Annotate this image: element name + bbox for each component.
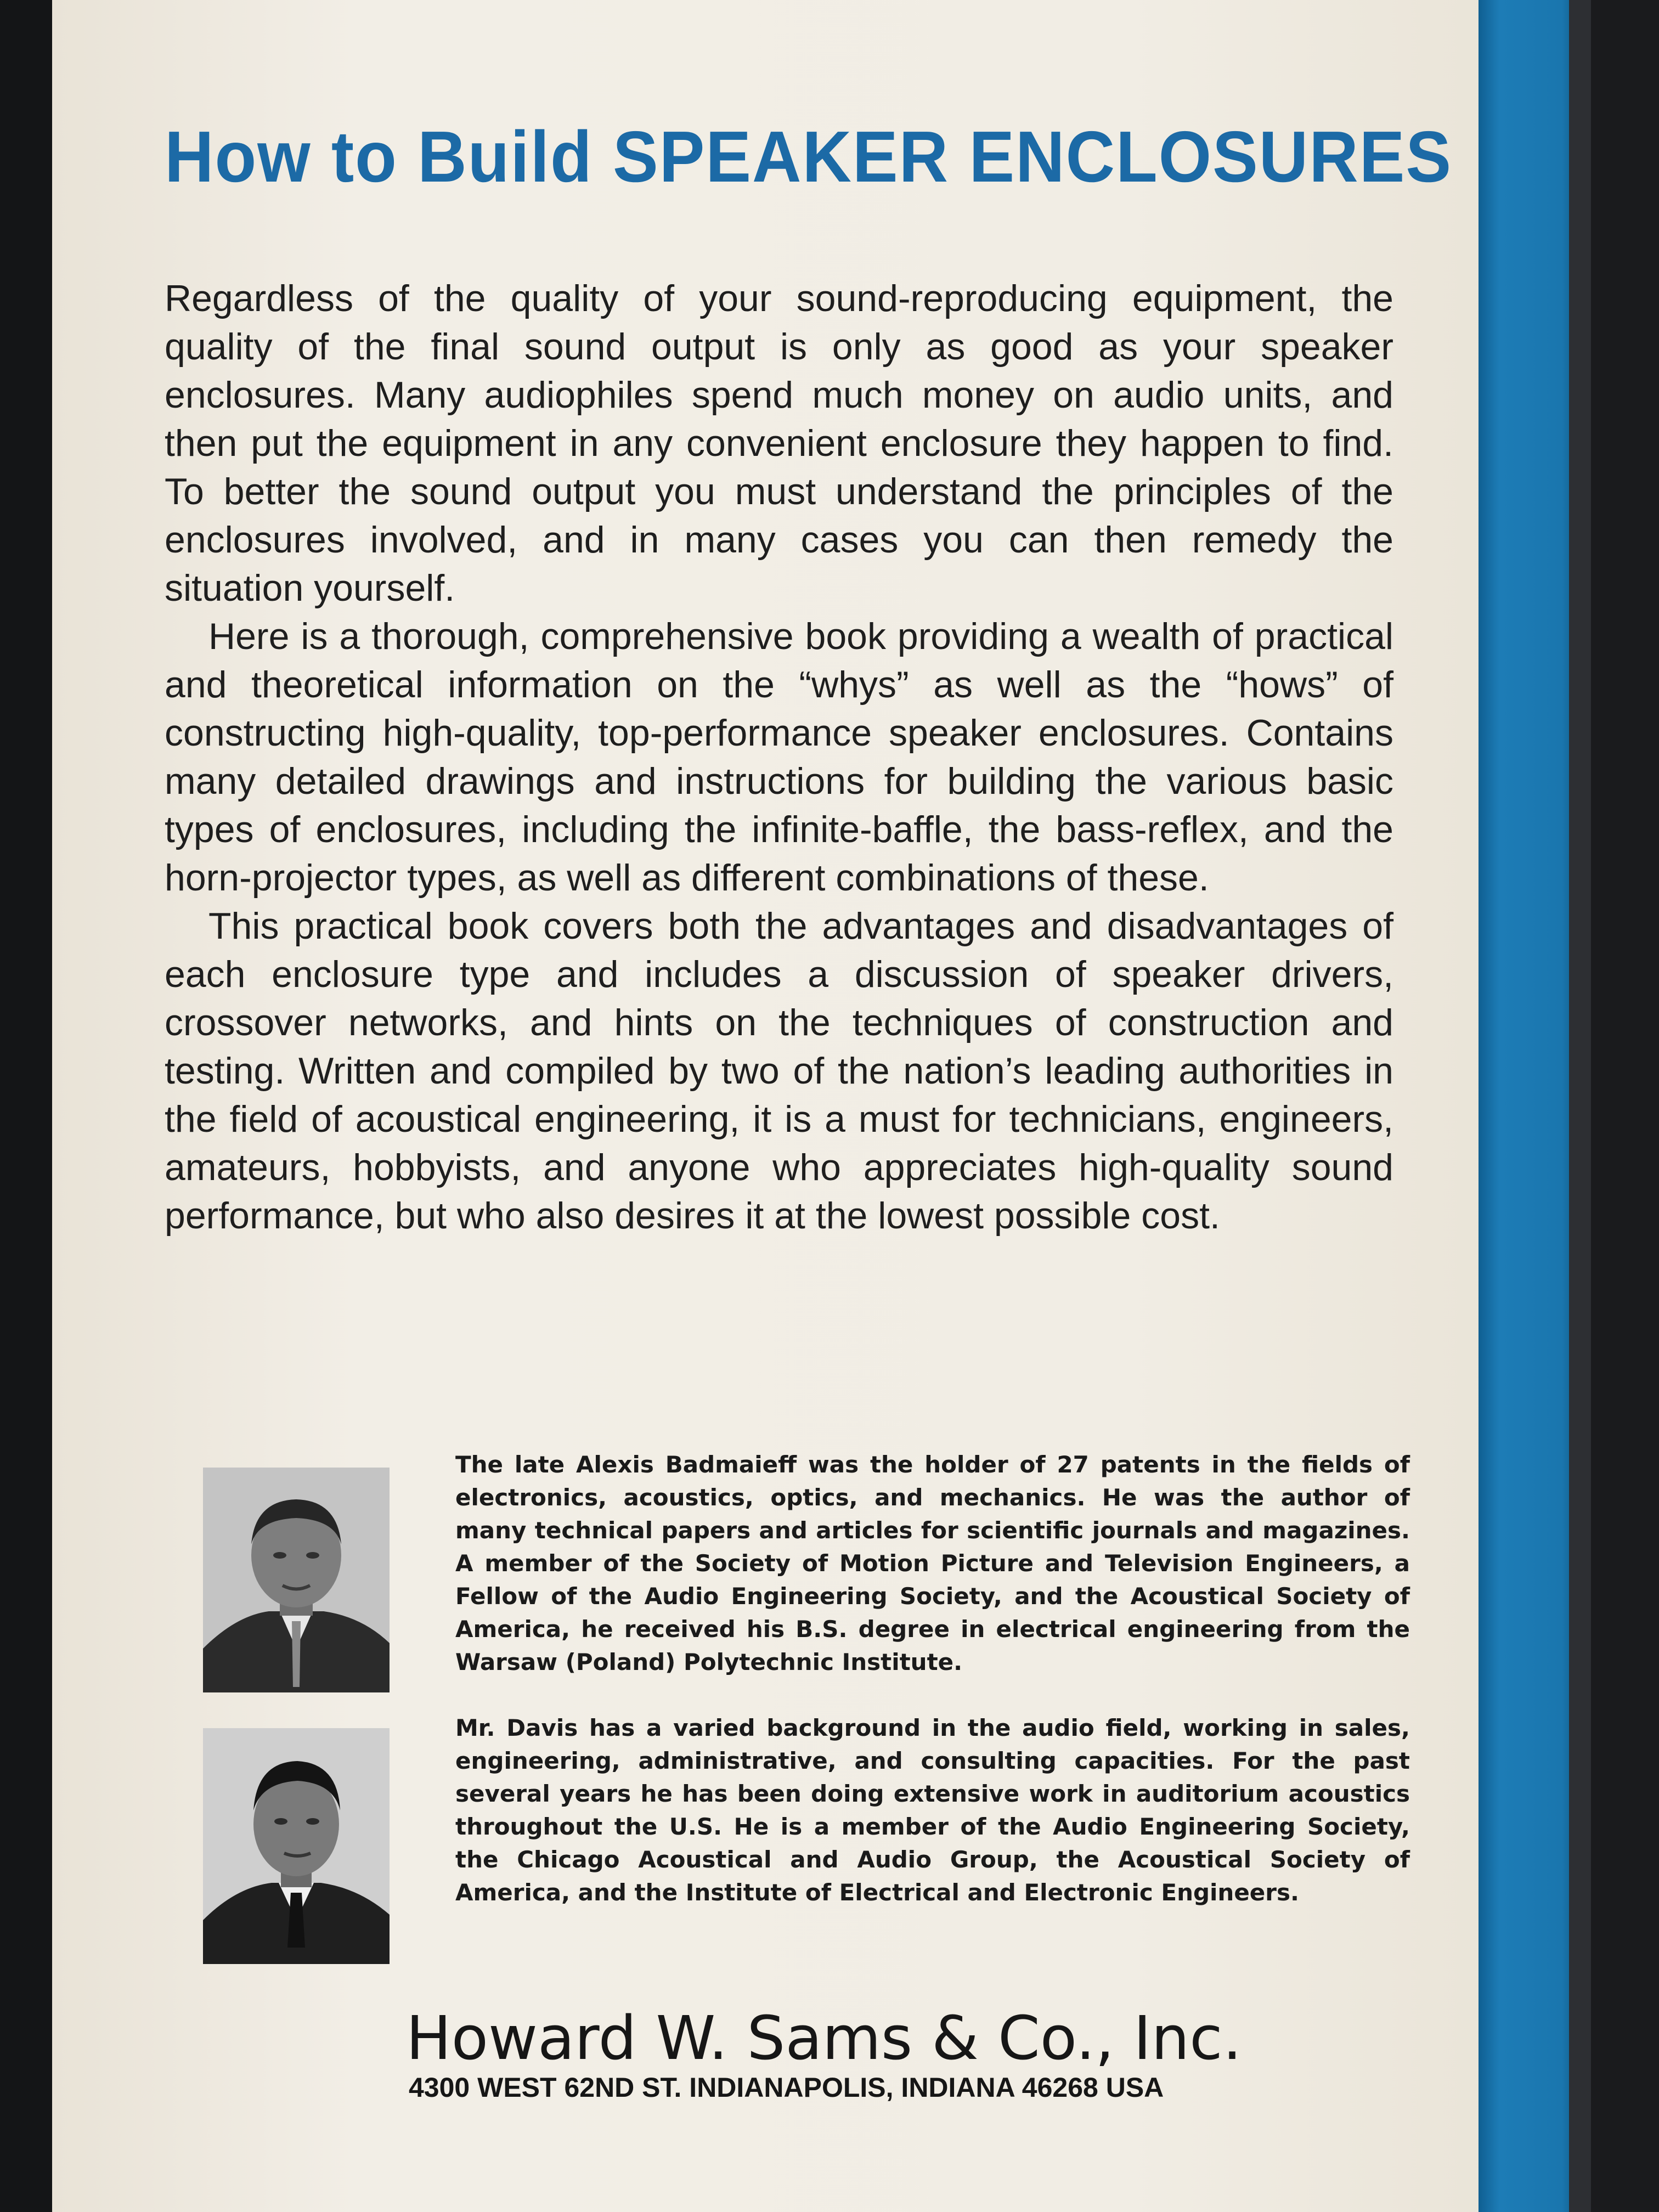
spine-shadow: [1569, 0, 1591, 2212]
author-bio-davis: Mr. Davis has a varied background in the audio field, working in sales, engineering, administrative, and consulting capacities. For the past several years he has been doing extensive work in auditorium acoustics throughout the U.S. He is a member of the Audio Engineering Society, the Chicago Acoustical and Audio Group, the Acoustical Society of America, and the Institute of Electrical and Electronic Engineers.: [455, 1714, 1410, 1906]
author-bio-badmaieff: The late Alexis Badmaieff was the holder of 27 patents in the fields of electronics, acoustics, optics, and mechanics. He was the author of many technical papers and articles for scientific journals and magazines. A member of the Society of Motion Picture and Television Engineers, a Fellow of the Audio Engineering Society, and the Acoustical Society of America, he received his B.S. degree in electrical engineering from the Warsaw (Poland) Polytechnic Institute.: [455, 1451, 1410, 1675]
author-photo-davis: [203, 1728, 390, 1964]
table-surface-right: [1588, 0, 1659, 2212]
description-paragraph-1: Regardless of the quality of your sound-reproducing equipment, the quality of the final sound output is only as good as your speaker enclosures. Many audiophiles spend much money on audio units, and then put the equipment in any convenient enclosure they happen to find. To better the sound output you must understand the principles of the enclosures involved, and in many cases you can then remedy the situation yourself.: [165, 278, 1393, 609]
author-photo-badmaieff: [203, 1468, 390, 1692]
portrait-icon: [203, 1468, 390, 1692]
description-paragraph-3: This practical book covers both the advantages and disadvantages of each enclosure type and includes a discussion of speaker drivers, crossover networks, and hints on the techniques of construction and testing. Written and compiled by two of the nation’s leading authorities in the field of acoustical engineering, it is a must for technicians, engineers, amateurs, hobbyists, and anyone who appreciates high-quality sound performance, but who also desires it at the lowest possible cost.: [165, 905, 1393, 1237]
publisher-name: Howard W. Sams & Co., Inc.: [406, 2003, 1242, 2073]
publisher-address: 4300 WEST 62ND ST. INDIANAPOLIS, INDIANA 46268 USA: [409, 2072, 1164, 2103]
portrait-icon: [203, 1728, 390, 1964]
cover-title: How to Build SPEAKER ENCLOSURES: [165, 116, 1452, 197]
description-paragraph-2: Here is a thorough, comprehensive book providing a wealth of practical and theoretical information on the “whys” as well as the “hows” of constructing high-quality, top-performance speaker enclosures. Contains many detailed drawings and instructions for building the various basic types of enclosures, including the infinite-baffle, the bass-reflex, and the horn-projector types, as well as different combinations of these.: [165, 616, 1393, 899]
description-body: [165, 274, 1393, 1240]
book-spine: [1479, 0, 1583, 2212]
